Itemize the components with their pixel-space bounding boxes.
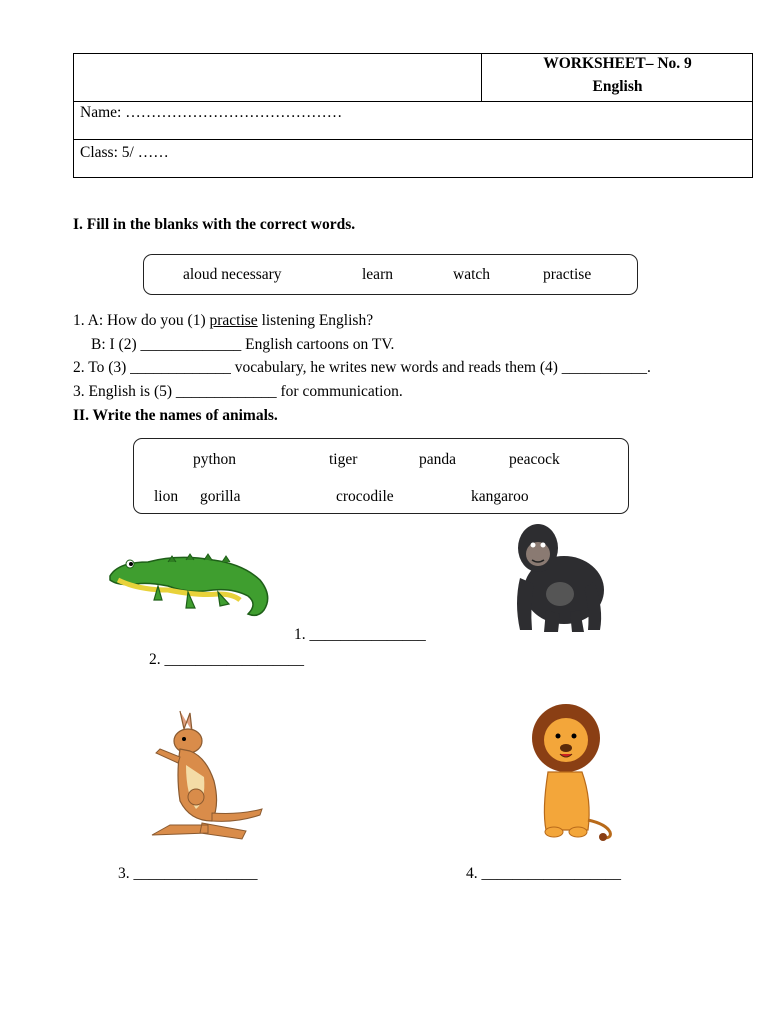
- lion-image: [530, 700, 616, 842]
- name-field: Name: ……………………………………: [80, 104, 343, 121]
- section2-heading: II. Write the names of animals.: [73, 407, 278, 424]
- question-1a: [73, 312, 373, 330]
- word-bank-1-item: practise: [543, 266, 592, 283]
- word-bank-2-item: panda: [419, 451, 457, 468]
- crocodile-image: [108, 540, 278, 625]
- gorilla-image: [508, 518, 612, 636]
- subject-title: English: [592, 78, 643, 95]
- answer-1: 1. _______________: [294, 626, 426, 643]
- word-bank-2-item: crocodile: [336, 488, 394, 505]
- word-bank-2-item: python: [193, 451, 237, 468]
- word-bank-1-item: aloud necessary: [183, 266, 282, 283]
- question-2: 2. To (3) _____________ vocabulary, he writes new words and reads them (4) ___________.: [73, 359, 651, 376]
- answer-3: 3. ________________: [118, 865, 258, 882]
- section1-heading: I. Fill in the blanks with the correct words.: [73, 216, 356, 233]
- kangaroo-image: [150, 705, 265, 845]
- header-divider-2: [73, 139, 753, 140]
- question-1a-answer: practise: [209, 312, 258, 329]
- class-field: Class: 5/ ……: [80, 144, 169, 161]
- word-bank-1-item: watch: [453, 266, 491, 283]
- word-bank-2-item: tiger: [329, 451, 358, 468]
- question-3: 3. English is (5) _____________ for communication.: [73, 383, 403, 400]
- word-bank-2-item: gorilla: [200, 488, 241, 505]
- question-1b: B: I (2) _____________ English cartoons on TV.: [91, 336, 395, 353]
- header-divider-1: [73, 101, 753, 102]
- word-bank-2-item: peacock: [509, 451, 560, 468]
- word-bank-1-item: learn: [362, 266, 393, 283]
- word-bank-2-item: lion: [154, 488, 179, 505]
- answer-2: 2. __________________: [149, 651, 304, 668]
- worksheet-title: WORKSHEET– No. 9: [543, 55, 692, 72]
- question-1a-suffix: listening English?: [257, 312, 374, 329]
- answer-4: 4. __________________: [466, 865, 621, 882]
- question-1a-prefix: 1. A: How do you (1): [73, 312, 210, 329]
- word-bank-2-item: kangaroo: [471, 488, 529, 505]
